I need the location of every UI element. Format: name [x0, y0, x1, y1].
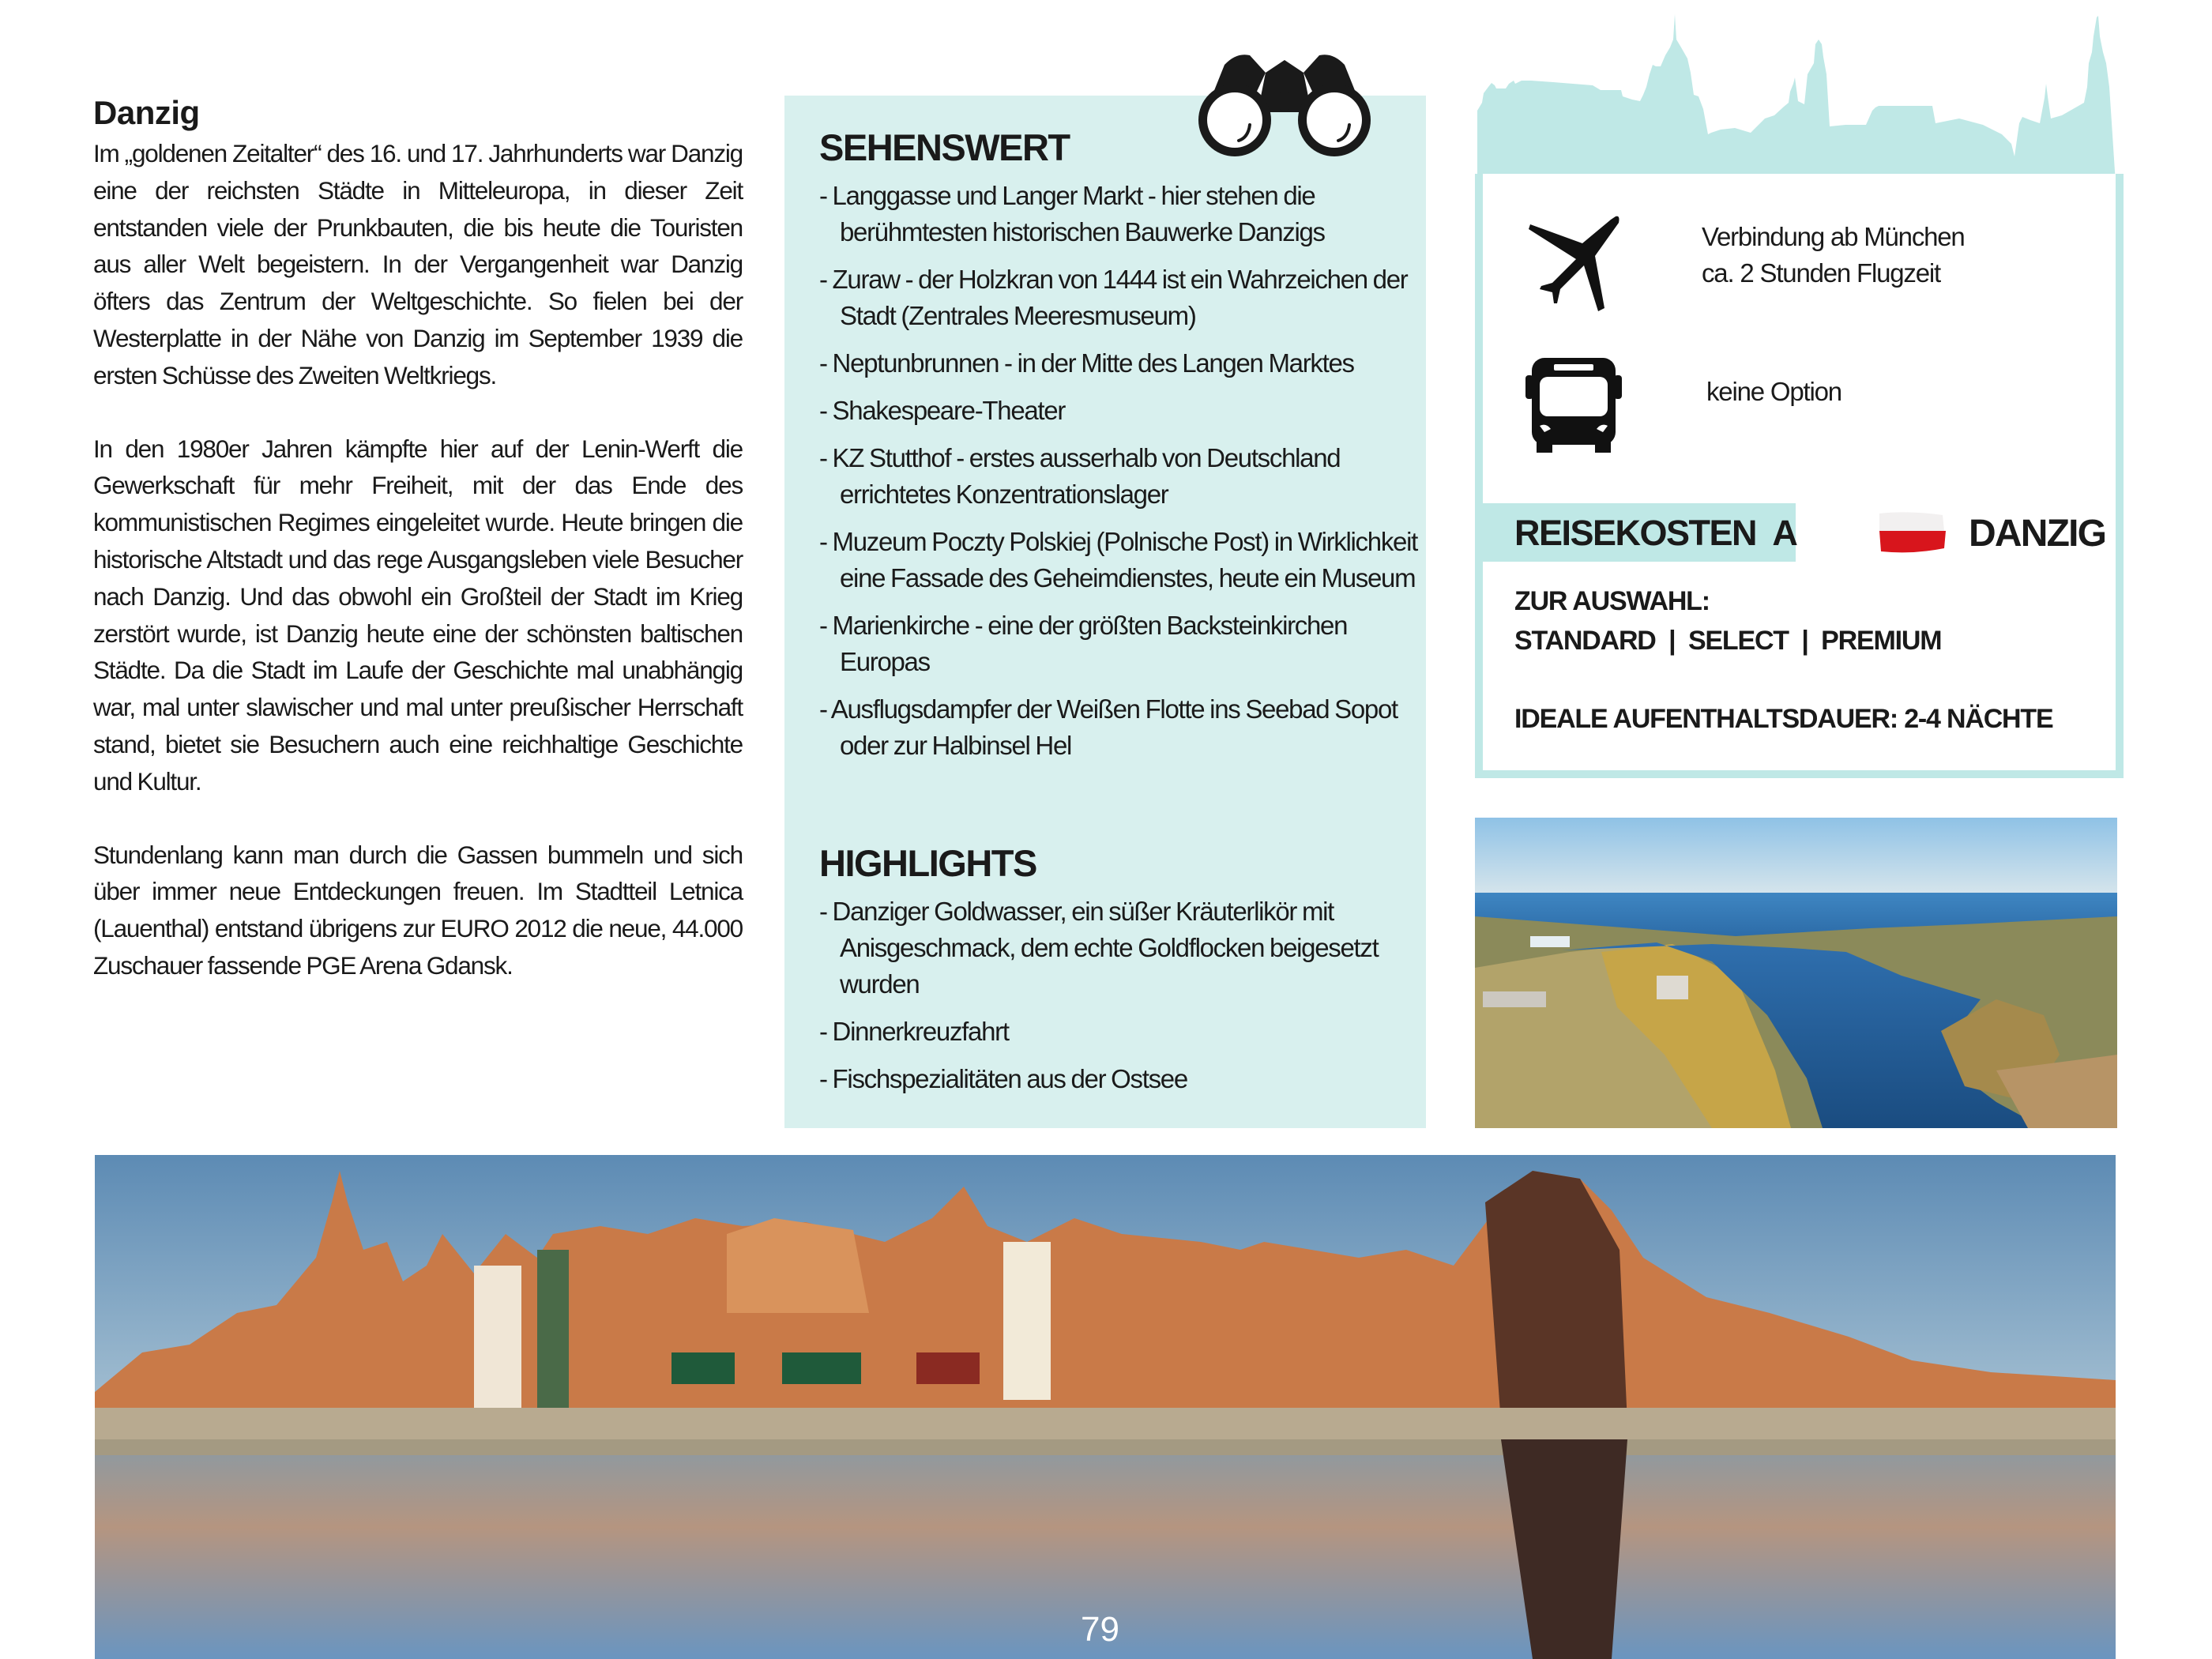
flight-line-1: Verbindung ab München: [1702, 222, 1965, 251]
reisekosten-badge: [1483, 503, 1796, 562]
sehenswert-heading: SEHENSWERT: [819, 126, 1070, 168]
list-item: - KZ Stutthof - erstes ausserhalb von Deutschland errichtetes Konzentrationslager: [819, 443, 1341, 509]
city-name: DANZIG: [1969, 513, 2106, 555]
aufenthaltsdauer: IDEALE AUFENTHALTSDAUER: 2-4 NÄCHTE: [1514, 704, 2053, 734]
highlights-heading: HIGHLIGHTS: [819, 842, 1036, 884]
flight-line-2: ca. 2 Stunden Flugzeit: [1702, 258, 1940, 288]
bus-icon: [1522, 358, 1625, 453]
travel-info-box: [1475, 174, 2124, 778]
binoculars-icon: [1193, 49, 1376, 161]
list-item: - Muzeum Poczty Polskiej (Polnische Post) in Wirklichkeit eine Fassade des Geheimdienstes, heute ein Museum: [819, 527, 1417, 592]
city-skyline-graphic: [1474, 8, 2133, 183]
list-item: - Marienkirche - eine der größten Backsteinkirchen Europas: [819, 611, 1348, 676]
list-item: - Ausflugsdampfer der Weißen Flotte ins Seebad Sopot oder zur Halbinsel Hel: [819, 694, 1398, 760]
list-item: - Dinnerkreuzfahrt: [819, 1017, 1009, 1046]
auswahl-options: STANDARD | SELECT | PREMIUM: [1514, 626, 1942, 656]
sehenswert-list: [819, 178, 1420, 764]
airplane-icon: [1522, 213, 1625, 311]
article-title: Danzig: [93, 94, 200, 131]
auswahl-label: ZUR AUSWAHL:: [1514, 586, 1710, 616]
poland-flag-icon: [1876, 510, 1947, 555]
list-item: - Shakespeare-Theater: [819, 396, 1066, 425]
list-item: - Danziger Goldwasser, ein süßer Kräuterlikör mit Anisgeschmack, dem echte Goldflocken beigesetzt wurden: [819, 897, 1379, 999]
page-number: 79: [1081, 1610, 1119, 1649]
list-item: - Langgasse und Langer Markt - hier stehen die berühmtesten historischen Bauwerke Danzigs: [819, 181, 1325, 246]
list-item: - Zuraw - der Holzkran von 1444 ist ein Wahrzeichen der Stadt (Zentrales Meeresmuseum): [819, 265, 1408, 330]
highlights-list: [819, 893, 1420, 1097]
sights-box: [784, 96, 1426, 1128]
list-item: - Neptunbrunnen - in der Mitte des Langen Marktes: [819, 348, 1354, 378]
intro-paragraph-2: In den 1980er Jahren kämpfte hier auf der Lenin-Werft die Gewerkschaft für mehr Freiheit, mit der das Ende des kommunistischen Regimes eingeleitet wurde. Heute bringen die historische Altstadt und das rege Ausgangsleben viele Besucher nach Danzig. Und das obwohl ein Großteil der Stadt im Krieg zerstört wurde, ist Danzig heute eine der schönsten baltischen Städte. Da die Stadt im Laufe der Geschichte mal unabhängig war, mal unter slawischer und mal unter preußischer Herrschaft stand, bietet sie Besuchern auch eine reichhaltige Geschichte und Kultur.: [93, 434, 743, 796]
intro-paragraph-3: Stundenlang kann man durch die Gassen bummeln und sich über immer neue Entdeckungen freuen. Im Stadtteil Letnica (Lauenthal) entstand übrigens zur EURO 2012 die neue, 44.000 Zuschauer fassende PGE Arena Gdansk.: [93, 840, 743, 980]
old-town-panorama-photo: [95, 1155, 2116, 1659]
intro-paragraph-1: Im „goldenen Zeitalter“ des 16. und 17. Jahrhunderts war Danzig eine der reichsten Städte in Mitteleuropa, in dieser Zeit entstanden viele der Prunkbauten, die bis heute die Touristen aus aller Welt begeistern. In der Vergangenheit war Danzig öfters das Zentrum der Weltgeschichte. So fielen bei der Westerplatte in der Nähe von Danzig im September 1939 die ersten Schüsse des Zweiten Weltkriegs.: [93, 139, 743, 389]
intro-column: [93, 91, 743, 1021]
aerial-harbor-photo: [1475, 818, 2117, 1128]
highlights-section: [819, 841, 1420, 1108]
reisekosten-text: REISEKOSTEN A: [1514, 513, 1797, 553]
sehenswert-section: [819, 126, 1420, 775]
bus-text: keine Option: [1706, 377, 1841, 406]
list-item: - Fischspezialitäten aus der Ostsee: [819, 1064, 1187, 1093]
